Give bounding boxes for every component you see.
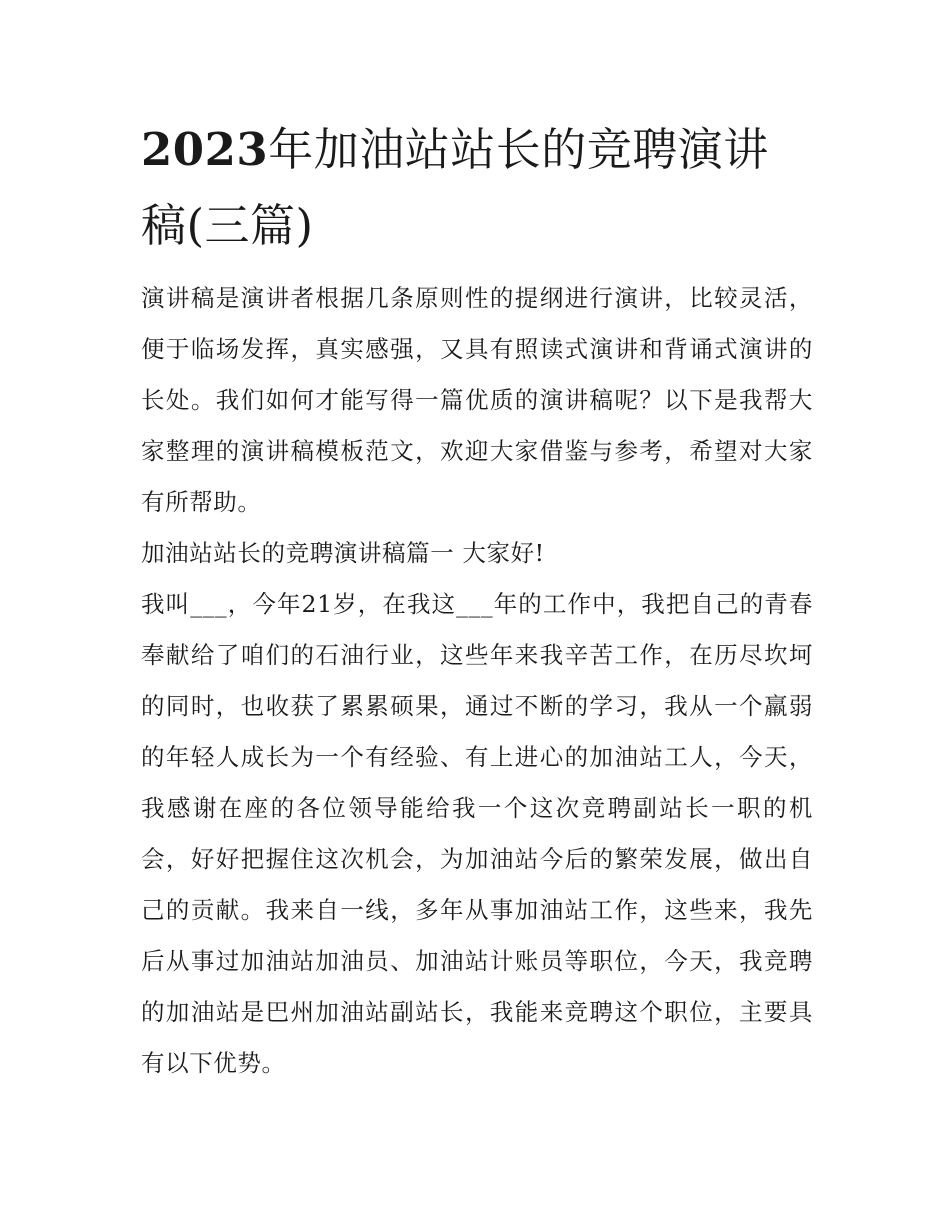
- section-heading-paragraph: 加油站站长的竞聘演讲稿篇一 大家好!: [141, 539, 545, 567]
- title-text: 年加油站站长的竞聘演讲稿(三篇): [141, 123, 769, 252]
- main-paragraph: 我叫___，今年21岁，在我这___年的工作中，我把自己的青春奉献给了咱们的石油行业，这些年来我辛苦工作，在历尽坎坷的同时，也收获了累累硕果，通过不断的学习，我从一个羸弱的年轻人成长为一个有经验、有上进心的加油站工人，今天，我感谢在座的各位领导能给我一个这次竞聘副站长一职的机会，好好把握住这次机会，为加油站今后的繁荣发展，做出自己的贡献。我来自一线，多年从事加油站工作，这些来，我先后从事过加油站加油员、加油站计账员等职位，今天，我竞聘的加油站是巴州加油站副站长，我能来竞聘这个职位，主要具有以下优势。: [141, 590, 813, 1077]
- title-year: 2023: [141, 123, 269, 176]
- intro-paragraph: 演讲稿是演讲者根据几条原则性的提纲进行演讲，比较灵活，便于临场发挥，真实感强，又具有照读式演讲和背诵式演讲的长处。我们如何才能写得一篇优质的演讲稿呢？以下是我帮大家整理的演讲稿模板范文，欢迎大家借鉴与参考，希望对大家有所帮助。: [141, 284, 813, 516]
- document-title: [141, 112, 813, 264]
